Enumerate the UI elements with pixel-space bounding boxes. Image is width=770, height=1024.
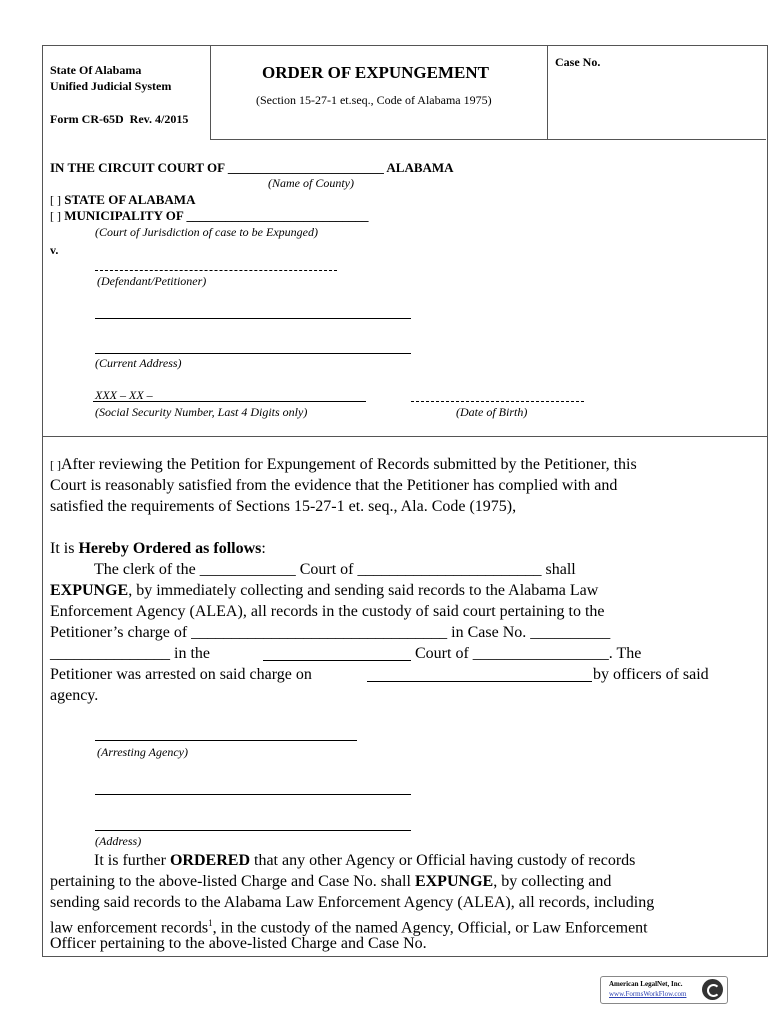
form-code: Form CR-65D xyxy=(50,112,124,126)
court-suffix: ALABAMA xyxy=(386,160,454,175)
order-p1-line-1: The clerk of the ____________ Court of _______________________ shall xyxy=(94,561,576,578)
finding-line-1 xyxy=(50,455,637,476)
court-name-field[interactable] xyxy=(263,660,411,661)
order-p1-line-2 xyxy=(50,581,598,602)
defendant-field[interactable] xyxy=(95,270,337,271)
order-p2-line-1-text: that any other Agency or Official having custody of records xyxy=(254,852,636,869)
order-p2-prefix: It is further xyxy=(94,852,166,869)
finding-text: After reviewing the Petition for Expungement of Records submitted by the Petitioner, this xyxy=(61,456,637,473)
order-p2-line-2 xyxy=(50,872,611,893)
court-line xyxy=(50,160,454,176)
order-p1-line-4: Petitioner’s charge of ________________________________ in Case No. __________ xyxy=(50,624,611,641)
publisher-logo-icon xyxy=(702,979,723,1000)
order-p1-line-5a: _______________ in the xyxy=(50,645,210,662)
court-prefix: IN THE CIRCUIT COURT OF xyxy=(50,160,225,175)
order-p2-line-2-tail: , by collecting and xyxy=(493,873,612,890)
system-label: Unified Judicial System xyxy=(50,79,172,93)
order-p2-line-4-tail: , in the custody of the named Agency, Official, or Law Enforcement xyxy=(212,919,648,937)
jurisdiction-caption: (Court of Jurisdiction of case to be Expunged) xyxy=(95,225,318,239)
expunge-keyword-2: EXPUNGE xyxy=(414,873,494,890)
finding-line-3: satisfied the requirements of Sections 15-27-1 et. seq., Ala. Code (1975), xyxy=(50,498,517,515)
state-option xyxy=(50,192,195,208)
form-revision: Rev. 4/2015 xyxy=(129,112,189,126)
order-p1-line-2-text: , by immediately collecting and sending said records to the Alabama Law xyxy=(128,582,599,599)
order-p1-line-6a: Petitioner was arrested on said charge on xyxy=(50,666,312,683)
dob-caption: (Date of Birth) xyxy=(456,405,528,419)
order-p1-line-7: agency. xyxy=(50,687,99,704)
arrest-date-field[interactable] xyxy=(367,681,592,682)
address-field-line-2[interactable] xyxy=(95,353,411,354)
form-number xyxy=(50,111,188,127)
caption-divider xyxy=(42,436,767,437)
agency-address-line-2[interactable] xyxy=(95,830,411,831)
header-right-divider xyxy=(547,45,548,139)
order-p2-line-4-text: law enforcement records xyxy=(50,919,209,937)
address-caption: (Current Address) xyxy=(95,356,182,370)
statute-reference: (Section 15-27-1 et.seq., Code of Alabama 1975) xyxy=(256,93,492,107)
order-p2-line-3: sending said records to the Alabama Law Enforcement Agency (ALEA), all records, including xyxy=(50,894,655,911)
municipality-checkbox[interactable]: [ ] xyxy=(50,209,61,223)
order-p1-line-5b: Court of _________________. The xyxy=(415,645,642,662)
municipality-field[interactable]: MUNICIPALITY OF ____________________________ xyxy=(64,208,369,223)
state-checkbox[interactable]: [ ] xyxy=(50,193,61,207)
address-field-line-1[interactable] xyxy=(95,318,411,319)
order-p2-line-5: Officer pertaining to the above-listed Charge and Case No. xyxy=(50,935,427,952)
versus-label: v. xyxy=(50,243,59,257)
ordered-bold: Hereby Ordered as follows xyxy=(78,540,262,557)
municipality-option xyxy=(50,208,369,224)
county-caption: (Name of County) xyxy=(268,176,354,190)
finding-checkbox[interactable]: [ ] xyxy=(50,458,61,472)
ordered-heading xyxy=(50,539,266,560)
ordered-colon: : xyxy=(261,540,266,557)
order-p1-line-3: Enforcement Agency (ALEA), all records in the custody of said court pertaining to the xyxy=(50,603,605,620)
publisher-name: American LegalNet, Inc. xyxy=(609,980,683,988)
ssn-value: XXX – XX – xyxy=(95,388,153,402)
agency-address-caption: (Address) xyxy=(95,834,142,848)
header-left-divider xyxy=(210,45,211,139)
arresting-agency-field[interactable] xyxy=(95,740,357,741)
arresting-agency-caption: (Arresting Agency) xyxy=(97,745,188,759)
ssn-field[interactable] xyxy=(93,401,366,402)
finding-line-2: Court is reasonably satisfied from the evidence that the Petitioner has complied with and xyxy=(50,477,618,494)
order-p2-line-2-text: pertaining to the above-listed Charge and Case No. shall xyxy=(50,873,411,890)
order-p1-line-6b: by officers of said xyxy=(593,666,709,683)
state-option-label: STATE OF ALABAMA xyxy=(64,192,196,207)
case-no-label: Case No. xyxy=(555,55,601,69)
state-label: State Of Alabama xyxy=(50,63,142,77)
agency-address-line-1[interactable] xyxy=(95,794,411,795)
page-title: ORDER OF EXPUNGEMENT xyxy=(262,63,489,82)
publisher-url[interactable]: www.FormsWorkFlow.com xyxy=(609,990,687,998)
ordered-keyword: ORDERED xyxy=(169,852,250,869)
order-p2-line-1 xyxy=(94,851,635,872)
dob-field[interactable] xyxy=(411,401,584,402)
expunge-keyword: EXPUNGE xyxy=(50,582,129,599)
header-divider xyxy=(210,139,766,140)
ssn-caption: (Social Security Number, Last 4 Digits only) xyxy=(95,405,308,419)
defendant-caption: (Defendant/Petitioner) xyxy=(97,274,207,288)
ordered-prefix: It is xyxy=(50,540,75,557)
footnote-marker: 1 xyxy=(208,918,213,928)
publisher-logo xyxy=(600,976,728,1004)
county-field[interactable]: ________________________ xyxy=(227,160,384,175)
